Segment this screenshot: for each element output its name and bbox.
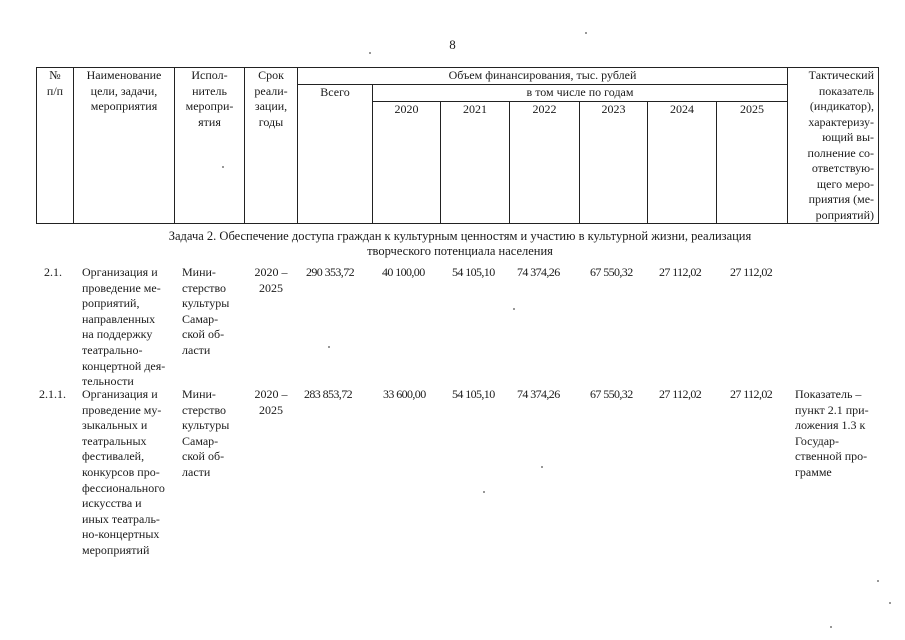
row-name: Организация и проведение му- зыкальных и театральных фестивалей, конкурсов про- фессионального искусства и иных театраль- но-концертных мероприятий	[82, 387, 165, 557]
header-total: Всего	[298, 84, 373, 224]
row-total: 290 353,72	[306, 265, 355, 279]
scan-speck	[369, 52, 371, 54]
header-executor: Испол- нитель меропри- ятия	[175, 68, 245, 224]
header-term: Срок реали- зации, годы	[245, 68, 298, 224]
page-number: 8	[449, 37, 456, 52]
header-year: 2021	[441, 102, 510, 224]
row-value-2025: 27 112,02	[730, 265, 773, 279]
scan-speck	[585, 32, 587, 34]
header-funding: Объем финансирования, тыс. рублей	[298, 68, 788, 85]
row-value-2025: 27 112,02	[730, 387, 773, 401]
row-executor: Мини- стерство культуры Самар- ской об- ласти	[182, 387, 230, 479]
row-value-2022: 74 374,26	[517, 387, 560, 401]
row-num: 2.1.	[44, 265, 62, 279]
row-total: 283 853,72	[304, 387, 353, 401]
header-year: 2023	[580, 102, 648, 224]
row-value-2022: 74 374,26	[517, 265, 560, 279]
header-by-years: в том числе по годам	[373, 84, 788, 102]
row-value-2023: 67 550,32	[590, 387, 633, 401]
row-term: 2020 – 2025	[254, 265, 288, 295]
header-year: 2020	[373, 102, 441, 224]
scan-speck	[222, 166, 224, 168]
task-title: Задача 2. Обеспечение доступа граждан к культурным ценностям и участию в культурной жизни, реализация творческого потенциала населения	[168, 229, 752, 258]
row-value-2023: 67 550,32	[590, 265, 633, 279]
scan-speck	[483, 491, 485, 493]
row-value-2020: 33 600,00	[383, 387, 426, 401]
table-header	[36, 67, 879, 224]
row-num: 2.1.1.	[39, 387, 66, 401]
scan-speck	[877, 580, 879, 582]
row-executor: Мини- стерство культуры Самар- ской об- ласти	[182, 265, 230, 357]
header-year: 2022	[510, 102, 580, 224]
scan-speck	[541, 466, 543, 468]
header-year: 2024	[648, 102, 717, 224]
header-indicator: Тактический показатель (индикатор), характеризу- ющий вы- полнение со- ответствую- щего меро- приятия (ме- роприятий)	[788, 68, 879, 224]
row-value-2021: 54 105,10	[452, 387, 495, 401]
row-value-2021: 54 105,10	[452, 265, 495, 279]
scan-speck	[889, 602, 891, 604]
row-indicator: Показатель – пункт 2.1 при- ложения 1.3 к Государ- ственной про- грамме	[795, 387, 869, 479]
row-name: Организация и проведение ме- роприятий, направленных на поддержку театрально- концертной дея- тельности	[82, 265, 166, 389]
row-value-2024: 27 112,02	[659, 265, 702, 279]
row-value-2020: 40 100,00	[382, 265, 425, 279]
scan-speck	[328, 346, 330, 348]
header-name: Наименование цели, задачи, мероприятия	[74, 68, 175, 224]
scan-speck	[513, 308, 515, 310]
scan-speck	[830, 626, 832, 628]
row-value-2024: 27 112,02	[659, 387, 702, 401]
header-year: 2025	[717, 102, 788, 224]
header-num: № п/п	[37, 68, 74, 224]
row-term: 2020 – 2025	[254, 387, 288, 417]
